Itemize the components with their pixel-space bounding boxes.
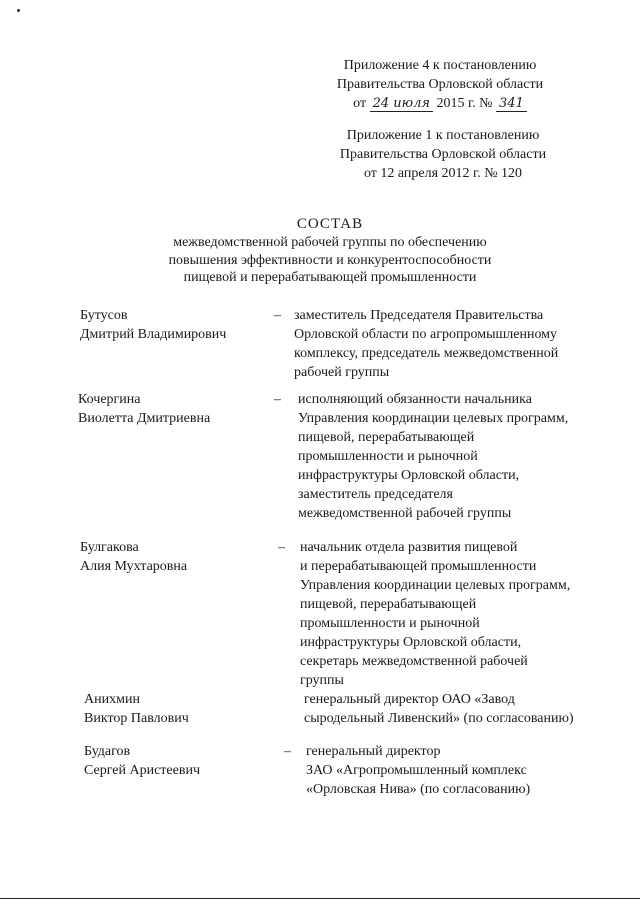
role-line: Орловской области по агропромышленному bbox=[294, 327, 558, 342]
annex-1-line2: Правительства Орловской области bbox=[339, 147, 547, 162]
member-surname: Булгакова bbox=[80, 540, 139, 555]
role-line: Управления координации целевых программ, bbox=[298, 411, 569, 426]
member-name bbox=[80, 538, 280, 576]
heading-line1: межведомственной рабочей группы по обеспечению bbox=[173, 235, 487, 250]
member-surname: Будагов bbox=[84, 744, 131, 759]
member-given-names: Сергей Аристеевич bbox=[84, 763, 200, 778]
role-line: комплексу, председатель межведомственной bbox=[294, 346, 559, 361]
role-line: заместитель председателя bbox=[298, 487, 453, 502]
member-role bbox=[306, 742, 626, 799]
role-line: секретарь межведомственной рабочей bbox=[300, 654, 528, 669]
role-line: промышленности и рыночной bbox=[300, 616, 480, 631]
member-role bbox=[298, 390, 618, 523]
member-surname: Кочергина bbox=[78, 392, 141, 407]
role-line: межведомственной рабочей группы bbox=[298, 506, 512, 521]
role-line: инфраструктуры Орловской области, bbox=[300, 635, 522, 650]
member-name bbox=[84, 690, 284, 728]
annex-4-from: от bbox=[353, 96, 367, 111]
page-bottom-rule bbox=[0, 898, 640, 899]
heading-line2: повышения эффективности и конкурентоспособности bbox=[168, 252, 492, 268]
member-name bbox=[80, 306, 280, 344]
role-line: исполняющий обязанности начальника bbox=[298, 392, 532, 407]
member-role bbox=[294, 306, 614, 382]
role-line: и перерабатывающей промышленности bbox=[300, 559, 537, 574]
document-title: СОСТАВ bbox=[296, 216, 364, 232]
member-surname: Анихмин bbox=[84, 692, 140, 707]
heading-line3: пищевой и перерабатывающей промышленности bbox=[183, 270, 477, 285]
member-surname: Бутусов bbox=[80, 308, 128, 323]
handwritten-date: 24 июля bbox=[370, 96, 433, 112]
role-line: пищевой, перерабатывающей bbox=[298, 430, 475, 445]
document-heading bbox=[120, 214, 540, 287]
role-line: пищевой, перерабатывающей bbox=[300, 597, 477, 612]
annex-1-line1: Приложение 1 к постановлению bbox=[346, 128, 540, 143]
annex-4-header bbox=[310, 56, 570, 113]
annex-4-line3 bbox=[310, 94, 570, 113]
role-line: инфраструктуры Орловской области, bbox=[298, 468, 520, 483]
role-line: рабочей группы bbox=[294, 365, 390, 380]
role-line: группы bbox=[300, 673, 344, 688]
member-given-names: Виктор Павлович bbox=[84, 711, 189, 726]
member-dash: – bbox=[274, 308, 281, 323]
member-given-names: Виолетта Дмитриевна bbox=[78, 411, 211, 426]
annex-1-line3: от 12 апреля 2012 г. № 120 bbox=[363, 166, 523, 181]
annex-4-line2: Правительства Орловской области bbox=[336, 77, 544, 92]
member-dash: – bbox=[278, 540, 285, 555]
annex-4-year: 2015 г. № bbox=[436, 96, 493, 111]
annex-1-header bbox=[313, 126, 573, 183]
member-given-names: Алия Мухтаровна bbox=[80, 559, 188, 574]
role-line: «Орловская Нива» (по согласованию) bbox=[306, 782, 531, 797]
scan-mark bbox=[17, 9, 20, 12]
role-line: начальник отдела развития пищевой bbox=[300, 540, 518, 555]
role-line: ЗАО «Агропромышленный комплекс bbox=[306, 763, 527, 778]
role-line: заместитель Председателя Правительства bbox=[294, 308, 544, 323]
role-line: сыродельный Ливенский» (по согласованию) bbox=[304, 711, 574, 726]
role-line: генеральный директор ОАО «Завод bbox=[304, 692, 515, 707]
role-line: Управления координации целевых программ, bbox=[300, 578, 571, 593]
annex-4-line1: Приложение 4 к постановлению bbox=[343, 58, 537, 73]
member-given-names: Дмитрий Владимирович bbox=[80, 327, 227, 342]
member-name bbox=[78, 390, 278, 428]
member-dash: – bbox=[284, 744, 291, 759]
role-line: промышленности и рыночной bbox=[298, 449, 478, 464]
member-name bbox=[84, 742, 284, 780]
member-role bbox=[304, 690, 624, 728]
role-line: генеральный директор bbox=[306, 744, 441, 759]
handwritten-number: 341 bbox=[496, 96, 527, 112]
member-dash: – bbox=[274, 392, 281, 407]
member-role bbox=[300, 538, 620, 690]
